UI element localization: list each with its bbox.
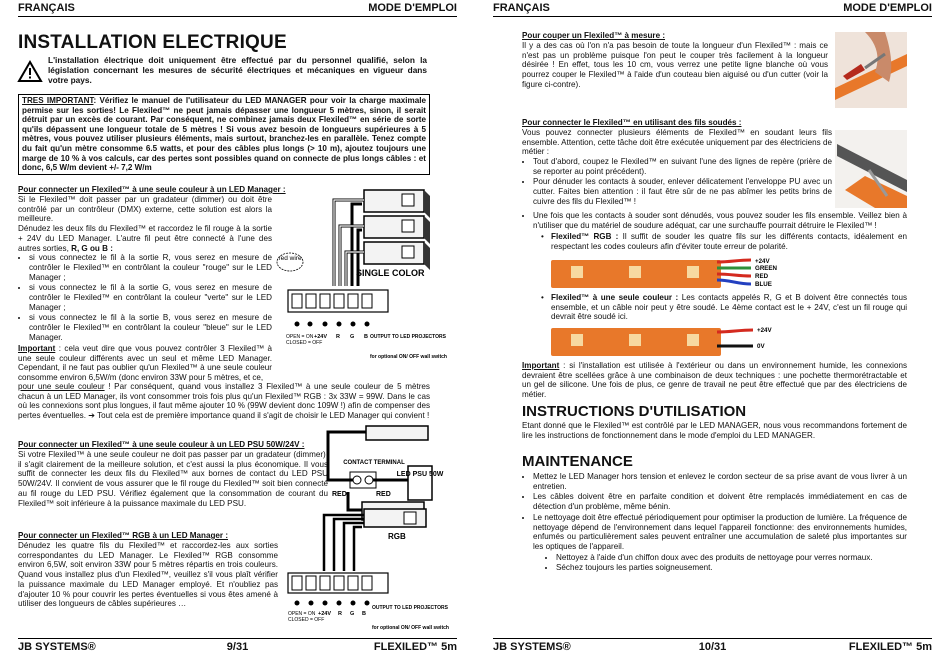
led-strip-1 — [364, 190, 430, 218]
solder-bullet: • Pour dénuder les contacts à souder, enlever délicatement l'enveloppe PU avec un cutter. Faites bien attention : il faut être sûr de ne pas abîmer les petits brins de cuivre des fils du Flexiled™ ! — [533, 177, 832, 206]
terminal-24v: +24V — [314, 334, 327, 340]
important-text: : Vérifiez le manuel de l'utilisateur du LED MANAGER pour voir la charge maximale permise sur les sorties! Le Flexiled™ ne peut jamais dépasser une longueur 5 mètres, sinon, il serait détruit par un excès de courant. Par conséquent, ne combinez jamais deux Flexiled™ en série de sorte qu'ils dépassent une longueur totale de 5 mètres ! Si vous avez besoin de longueurs supérieures à 5 mètres, vous pouvez utiliser plusieurs éléments, mais surtout, branchez-les en parallèle. Tenez compte du fait qu'un mètre consomme 6.5 watts, et pour des câbles plus longs (> 10 m), ajoutez toujours une marge de 10 % à vos calculs, car des pertes sont possibles quand on connecte de plus longs câbles : et donc, 6,5 W/m devient +/- 7,2 W/m — [22, 96, 426, 173]
cut-text: Il y a des cas où l'on n'a pas besoin de toute la longueur d'un Flexiled™ : mais ce n'est pas un problème puisque l'on peut le couper très facilement à la longueur désirée ! En effet, tous les 10 cm, vous verrez une petite ligne blanche où vous pourrez couper le Flexiled™ à l'aide d'un couteau bien aiguisé ou d'un cutter (voir la figure ci-contre). — [522, 41, 828, 89]
section-title-installation: INSTALLATION ELECTRIQUE — [18, 32, 287, 53]
page-footer — [18, 638, 457, 654]
outdoor-imp-text: : si l'installation est utilisée à l'extérieur ou dans un environnement humide, les connexions devraient être scellées grâce à une combinaison de deux techniques : une pochette thermorétractable et un gel de silicone. Une fois de plus, ce genre de travail ne peut être effectué que par des électriciens de métier. — [522, 361, 907, 400]
page-number: 10/31 — [698, 641, 727, 653]
section-title-maintenance: MAINTENANCE — [522, 453, 633, 470]
s1-title: Pour connecter un Flexiled™ à une seule couleur à un LED Manager : — [18, 185, 286, 194]
cut-title: Pour couper un Flexiled™ à mesure : — [522, 31, 666, 40]
single-solder-label: Flexiled™ à une seule couleur : — [551, 293, 679, 302]
solder-title: Pour connecter le Flexiled™ en utilisant des fils soudés : — [522, 118, 742, 127]
terminal-r: R — [338, 611, 342, 617]
warning-text: L'installation électrique doit uniquement être effectué par du personnel qualifié, selon la législation concernant les mesures de sécurité électriques et mécaniques en vigueur dans votre pays. — [48, 55, 427, 85]
diagram-rgb-led-manager — [284, 505, 449, 637]
closed-off-label: CLOSED = OFF — [288, 617, 325, 623]
maintenance-sub-bullet: • Nettoyez à l'aide d'un chiffon doux avec des produits de nettoyage pour verres normaux. — [556, 553, 907, 563]
wire-label-blue: BLUE — [755, 281, 772, 288]
s3-text: Dénudez les quatre fils du Flexiled™ et raccordez-les aux sorties correspondantes du LED Manager. Le Flexiled™ RGB consomme environ 6,5W, soit environ 33W pour 5 mètres répartis en trois couleurs. Quand vous installez plus d'un Flexiled™, veuillez s'il vous plaît vérifier la puissance maximale du LED Manager employé. Et n'oubliez pas d'ajouter 10 % pour couvrir les pertes éventuelles si vous êtes amené à utiliser des longueurs de câbles supérieures … — [18, 541, 278, 609]
important-box — [18, 94, 430, 175]
s1-important-b — [18, 382, 430, 421]
header-language: FRANÇAIS — [18, 2, 75, 14]
red-label-2: RED — [376, 491, 391, 498]
terminal-g: G — [350, 611, 355, 617]
wire-label-24v: +24V — [757, 327, 772, 334]
section-title-instructions: INSTRUCTIONS D'UTILISATION — [522, 403, 747, 420]
soldering-photo — [835, 130, 907, 208]
led-strip-2 — [364, 216, 430, 244]
led-strip-3 — [364, 242, 430, 270]
red-wire-label: red wire — [278, 255, 302, 262]
optional-switch-label: for optional ON/ OFF wall switch — [370, 354, 447, 360]
instructions-text: Etant donné que le Flexiled™ est contrôlé par le LED MANAGER, nous vous recommandons fortement de lire les instructions de fonctionnement dans le mode d'emploi du LED MANAGER. — [522, 421, 907, 440]
warning-icon — [18, 61, 42, 82]
cutting-photo — [835, 32, 907, 108]
red-label-1: RED — [332, 491, 347, 498]
s1-imp-u: pour une seule couleur — [18, 382, 105, 391]
page-number: 9/31 — [226, 641, 249, 653]
s1-imp-a: : cela veut dire que vous pouvez contrôler 3 Flexiled™ à une seule couleur différents avec un seul et même LED Manager. Cependant, il ne faut pas oublier qu'un Flexiled™ à une seule couleur consomme environ 6,5W/m (donc environ 33W pour 5 mètres, et ce, — [18, 344, 272, 383]
s1-imp-b: ! Par conséquent, quand vous installez 3 Flexiled™ à une seule couleur de 5 mètres chacun à un LED Manager, ils vont consommer trois fois plus qu'un Flexiled™ RGB : 3x 33W = 99W. Dans le cas où les connexions sont plus longues, il faut même ajouter 10 % (99W devient donc 109W !) afin de compenser des pertes éventuelles. ➔ Tout cela est de première importance quand il s'agit de choisir le LED Manager qui convient ! — [18, 382, 430, 421]
s1-p2b: R, G ou B : — [71, 243, 113, 253]
open-on-label: OPEN = ON — [288, 611, 316, 617]
optional-switch-label: for optional ON/ OFF wall switch — [372, 625, 449, 631]
rgb-solder-text: • Flexiled™ RGB : Il suffit de souder les quatre fils sur les différents contacts, idéalement en respectant les codes couleurs afin d'éviter toute erreur de polarité. — [541, 232, 907, 251]
maintenance-bullet: • Les câbles doivent être en parfaite condition et doivent être remplacés immédiatement en cas de détection d'un problème, même bénin. — [533, 492, 907, 511]
wire-label-green: GREEN — [755, 265, 778, 272]
closed-off-label: CLOSED = OFF — [286, 340, 323, 346]
footer-product: FLEXILED™ 5m — [848, 641, 932, 653]
s1-p2a: Dénudez les deux fils du Flexiled™ et raccordez le fil rouge à la sortie + 24V du LED Manager. L'autre fil peut être connecté à l'une des autres sorties, — [18, 224, 272, 253]
outdoor-imp-label: Important — [522, 361, 560, 370]
output-label: OUTPUT TO LED PROJECTORS — [370, 334, 446, 340]
wire-label-0v: 0V — [757, 343, 765, 350]
header-language: FRANÇAIS — [493, 2, 550, 14]
s1-p1: Si le Flexiled™ doit passer par un gradateur (dimmer) ou doit être contrôlé par un contrôleur (DMX) externe, cette solution est alors la meilleure. — [18, 195, 272, 224]
single-solder-desc: Les contacts appelés R, G et B doivent être connectés tous ensemble, et un câble noir peut y être soudé. Le 4ème contact est le + 24V, c'est un fil rouge qui devrait être soudé ici. — [551, 293, 907, 322]
solder-bullet-3 — [522, 211, 907, 231]
solder-bullet: • Une fois que les contacts à souder sont dénudés, vous pouvez souder les fils ensemble. Veillez bien à n'utiliser que du matériel de soudure adéquat, car une surchauffe pourrait détruire le Flexiled™ ! — [533, 211, 907, 230]
header-manual: MODE D'EMPLOI — [843, 2, 932, 14]
maintenance-sub-bullet: • Séchez toujours les parties soigneusement. — [556, 563, 907, 573]
s1-important-a — [18, 344, 272, 383]
footer-product: FLEXILED™ 5m — [373, 641, 457, 653]
maintenance-bullet: • Le nettoyage doit être effectué périodiquement pour optimiser la production de lumière. La fréquence de nettoyage dépend de l'environnement dans lequel l'appareil fonctionne: des environnements humides, enfumés ou particulièrement sales peuvent entraîner une accumulation de saleté plus importantes sur les optiques de l'appareil. — [533, 513, 907, 552]
terminal-r: R — [336, 334, 340, 340]
wire-label-24v: +24V — [755, 258, 770, 265]
terminal-b: B — [362, 611, 366, 617]
solder-text: Vous pouvez connecter plusieurs éléments de Flexiled™ en soudant leurs fils ensemble. Attention, cette tâche doit être exécutée uniquement par des électriciens de métier : — [522, 128, 832, 157]
psu-label: LED PSU 50W — [396, 471, 444, 478]
s2-text: Si votre Flexiled™ à une seule couleur ne doit pas passer par un gradateur (dimmer), il s'agit clairement de la meilleure solution, et c'est aussi la plus économique. Il vous suffit de connecter les deux fils du Flexiled™ aux bornes de contact du LED PSU 50W/24V. Il convient de vous assurer que le fil rouge du Flexiled™ soit bien connecté au fil rouge du LED PSU. Vérifiez également que la consommation de courant du Flexiled™ soit inférieure à la puissance maximale du LED PSU. — [18, 450, 328, 508]
maintenance-bullet: • Mettez le LED Manager hors tension et enlevez le cordon secteur de sa prise avant de vous livrer à un entretien. — [533, 472, 907, 491]
outdoor-important — [522, 361, 907, 400]
important-label: TRES IMPORTANT — [22, 96, 94, 105]
s1-text — [18, 195, 272, 344]
maintenance-list — [522, 472, 907, 574]
open-on-label: OPEN = ON — [286, 334, 314, 340]
terminal-24v: +24V — [318, 611, 331, 617]
solder-bullet: • Tout d'abord, coupez le Flexiled™ en suivant l'une des lignes de repère (prière de se reporter au point précédent). — [533, 157, 832, 176]
header-manual: MODE D'EMPLOI — [368, 2, 457, 14]
page-header — [493, 2, 932, 17]
s2-title: Pour connecter un Flexiled™ à une seule couleur à un LED PSU 50W/24V : — [18, 440, 305, 449]
output-label: OUTPUT TO LED PROJECTORS — [372, 605, 448, 611]
single-color-wire-photo — [551, 324, 811, 358]
terminal-b: B — [364, 334, 368, 340]
s1-bullet: • si vous connectez le fil à la sortie B, vous serez en mesure de contrôler le Flexiled™ en contrôlant la couleur "bleue" sur le LED Manager. — [29, 313, 272, 342]
s3-title: Pour connecter un Flexiled™ RGB à un LED Manager : — [18, 531, 229, 540]
page-footer — [493, 638, 932, 654]
single-solder-text: • Flexiled™ à une seule couleur : Les contacts appelés R, G et B doivent être connectés tous ensemble, et un câble noir peut y être soudé. Le 4ème contact est le + 24V, c'est un fil rouge qui devrait être soudé ici. — [541, 293, 907, 322]
terminal-g: G — [350, 334, 355, 340]
rgb-solder-label: Flexiled™ RGB : — [551, 232, 619, 241]
contact-terminal-label: CONTACT TERMINAL — [343, 460, 405, 466]
s1-imp-label: Important — [18, 344, 56, 353]
single-color-label: SINGLE COLOR — [356, 268, 425, 278]
page-right — [475, 0, 950, 654]
wire-label-red: RED — [755, 273, 769, 280]
rgb-wire-photo — [551, 256, 811, 290]
s1-bullet: • si vous connectez le fil à la sortie G, vous serez en mesure de contrôler le Flexiled™ en contrôlant la couleur "verte" sur le LED Manager ; — [29, 283, 272, 312]
page-header — [18, 2, 457, 17]
solder-bullets-top — [522, 157, 832, 208]
rgb-label: RGB — [388, 532, 406, 541]
diagram-single-color-led-manager — [274, 186, 447, 372]
s1-bullet: • si vous connectez le fil à la sortie R, vous serez en mesure de contrôler le Flexiled™ en contrôlant la couleur "rouge" sur le LED Manager ; — [29, 253, 272, 282]
footer-brand: JB SYSTEMS® — [493, 641, 571, 653]
rgb-solder-desc: Il suffit de souder les quatre fils sur les différents contacts, idéalement en respectant les codes couleurs afin d'éviter toute erreur de polarité. — [551, 232, 907, 251]
footer-brand: JB SYSTEMS® — [18, 641, 96, 653]
